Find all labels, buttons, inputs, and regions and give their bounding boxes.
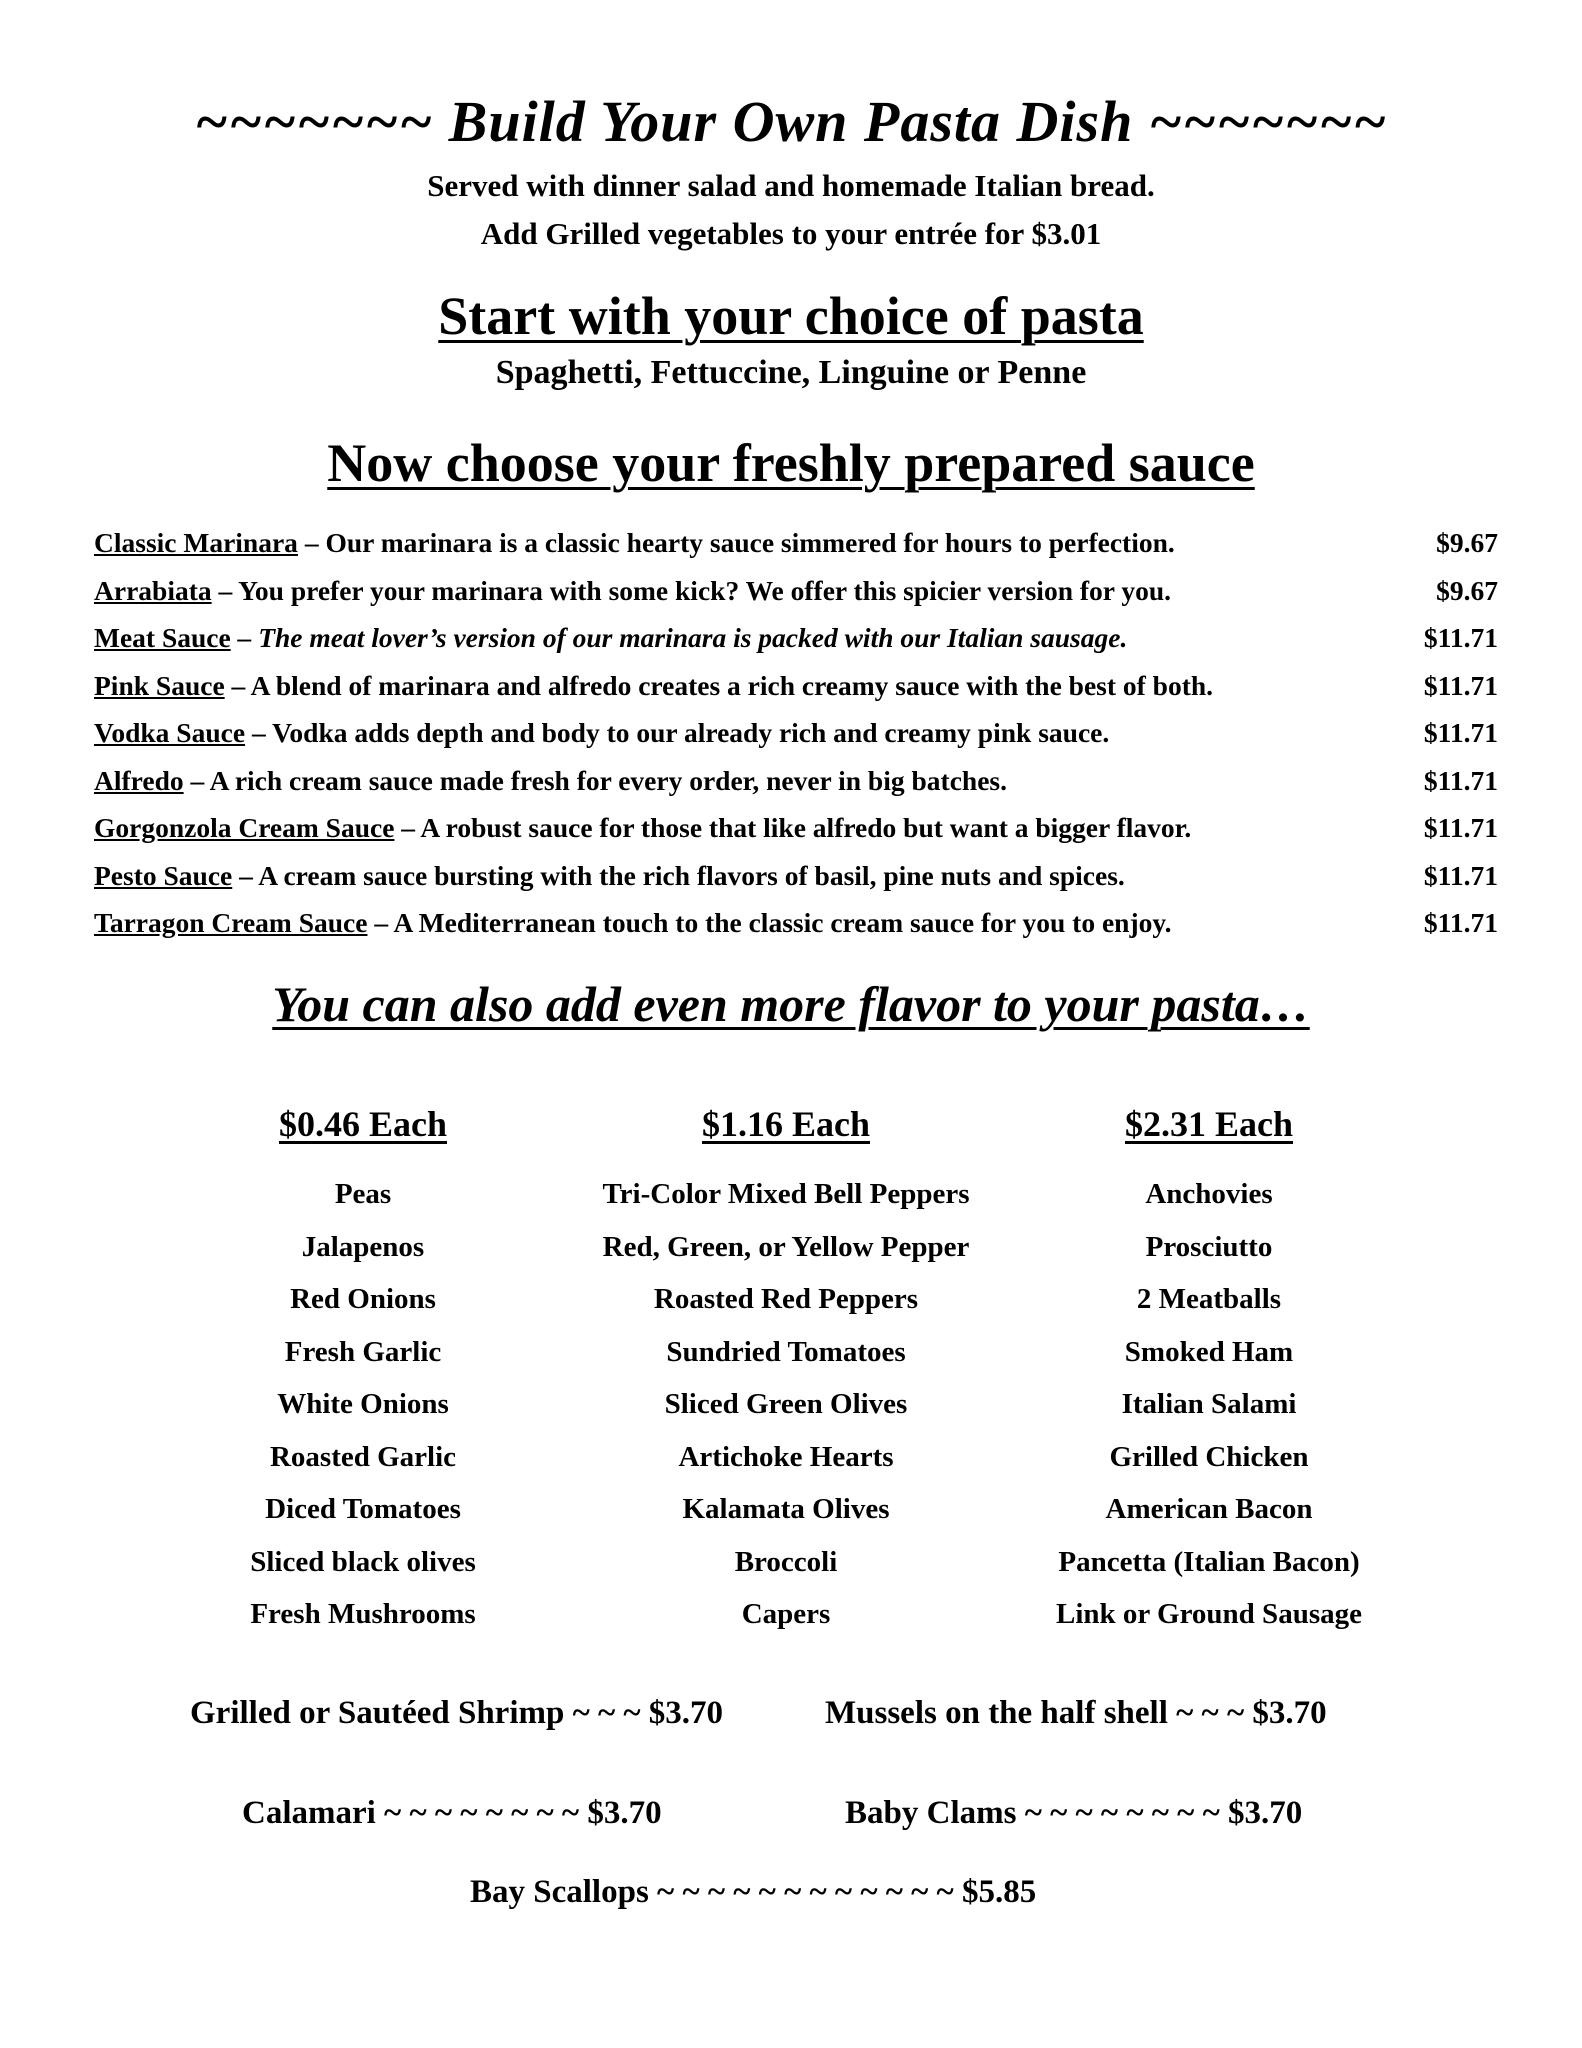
addon-item: 2 Meatballs <box>1136 1283 1282 1315</box>
addon-item: Grilled Chicken <box>1109 1440 1309 1473</box>
addon-item: Sliced Green Olives <box>664 1388 908 1420</box>
sauce-description: – You prefer your marinara with some kick? We offer this spicier version for you. <box>211 574 1172 606</box>
sauce-row <box>94 804 1498 852</box>
sauce-description: – The meat lover’s version of our marinara is packed with our Italian sausage. <box>230 622 1128 653</box>
seafood-mussels: Mussels on the half shell ~ ~ ~ $3.70 <box>825 1695 1327 1731</box>
addon-item: Broccoli <box>734 1545 838 1578</box>
sauce-row <box>94 757 1498 805</box>
addon-column-price: $2.31 Each <box>1124 1104 1293 1144</box>
sauce-heading: Now choose your freshly prepared sauce <box>327 433 1255 493</box>
sauce-price: $11.71 <box>1423 717 1498 748</box>
addon-column-medium <box>546 1100 1026 1641</box>
sauce-row <box>94 614 1498 662</box>
addon-item: Sliced black olives <box>250 1545 476 1578</box>
sauce-description: – Vodka adds depth and body to our already rich and creamy pink sauce. <box>245 717 1110 748</box>
sauce-price: $9.67 <box>1436 527 1498 558</box>
sauce-description: – Our marinara is a classic hearty sauce simmered for hours to perfection. <box>297 527 1175 558</box>
addon-item: Artichoke Hearts <box>678 1440 894 1473</box>
addon-item: Tri-Color Mixed Bell Peppers <box>602 1178 970 1210</box>
sauce-name: Pink Sauce <box>94 669 225 701</box>
sauce-price: $11.71 <box>1423 859 1498 891</box>
sauce-row <box>94 567 1498 615</box>
pasta-choices: Spaghetti, Fettuccine, Linguine or Penne <box>495 354 1087 391</box>
addon-item: Kalamata Olives <box>682 1493 890 1525</box>
sauce-name: Classic Marinara <box>94 527 298 558</box>
sauce-row <box>94 899 1498 947</box>
addon-item: American Bacon <box>1105 1493 1313 1525</box>
sauce-name: Pesto Sauce <box>94 859 233 891</box>
sauce-price: $11.71 <box>1423 622 1498 653</box>
sauce-description: – A cream sauce bursting with the rich flavors of basil, pine nuts and spices. <box>232 859 1125 891</box>
sauce-description: – A rich cream sauce made fresh for every order, never in big batches. <box>183 764 1007 796</box>
sauce-name: Gorgonzola Cream Sauce <box>94 812 395 843</box>
seafood-clams: Baby Clams ~ ~ ~ ~ ~ ~ ~ ~ $3.70 <box>845 1795 1303 1831</box>
sauce-name: Tarragon Cream Sauce <box>94 907 368 938</box>
pasta-heading: Start with your choice of pasta <box>438 286 1144 346</box>
seafood-shrimp: Grilled or Sautéed Shrimp ~ ~ ~ $3.70 <box>190 1695 724 1731</box>
addon-item: Red Onions <box>290 1283 436 1315</box>
addon-item: Peas <box>334 1178 392 1210</box>
sauce-row <box>94 852 1498 900</box>
sauce-price: $11.71 <box>1423 764 1498 796</box>
addon-item: Diced Tomatoes <box>265 1493 461 1525</box>
addon-item: Link or Ground Sausage <box>1056 1598 1362 1630</box>
addon-item: Sundried Tomatoes <box>666 1335 906 1368</box>
addon-item: Fresh Mushrooms <box>250 1598 476 1630</box>
sauce-list <box>94 519 1498 947</box>
addon-column-large <box>969 1100 1449 1641</box>
served-with-note: Served with dinner salad and homemade Italian bread. <box>427 168 1155 203</box>
addon-item: Pancetta (Italian Bacon) <box>1058 1545 1360 1578</box>
addon-item: Anchovies <box>1145 1178 1273 1210</box>
addon-item: White Onions <box>277 1388 449 1420</box>
sauce-description: – A robust sauce for those that like alfredo but want a bigger flavor. <box>394 812 1192 843</box>
addon-item: Italian Salami <box>1121 1388 1297 1420</box>
addon-item: Jalapenos <box>301 1230 425 1263</box>
sauce-price: $11.71 <box>1423 907 1498 938</box>
addon-item: Prosciutto <box>1145 1230 1273 1263</box>
addon-item: Roasted Red Peppers <box>653 1283 919 1315</box>
addon-column-price: $0.46 Each <box>278 1104 447 1144</box>
sauce-name: Arrabiata <box>94 574 212 606</box>
addon-item: Roasted Garlic <box>269 1440 457 1473</box>
sauce-name: Meat Sauce <box>94 622 231 653</box>
addon-column-price: $1.16 Each <box>701 1104 870 1144</box>
sauce-name: Alfredo <box>94 764 184 796</box>
sauce-name: Vodka Sauce <box>94 717 246 748</box>
sauce-row <box>94 709 1498 757</box>
menu-title: ~~~~~~~ Build Your Own Pasta Dish ~~~~~~~ <box>194 89 1388 154</box>
addon-item: Capers <box>741 1598 831 1630</box>
sauce-row <box>94 519 1498 567</box>
sauce-description: – A Mediterranean touch to the classic cream sauce for you to enjoy. <box>367 907 1172 938</box>
addons-heading: You can also add even more flavor to your pasta… <box>272 976 1310 1032</box>
sauce-price: $11.71 <box>1423 669 1498 701</box>
addon-item: Fresh Garlic <box>284 1335 442 1368</box>
addon-column-small <box>123 1100 603 1641</box>
seafood-scallops: Bay Scallops ~ ~ ~ ~ ~ ~ ~ ~ ~ ~ ~ ~ $5.85 <box>470 1874 1037 1910</box>
sauce-row <box>94 662 1498 710</box>
sauce-price: $11.71 <box>1423 812 1498 843</box>
addon-item: Red, Green, or Yellow Pepper <box>602 1230 970 1263</box>
seafood-calamari: Calamari ~ ~ ~ ~ ~ ~ ~ ~ $3.70 <box>242 1795 662 1831</box>
grilled-vegetables-note: Add Grilled vegetables to your entrée for $3.01 <box>480 216 1102 251</box>
sauce-description: – A blend of marinara and alfredo creates a rich creamy sauce with the best of both. <box>224 669 1214 701</box>
addon-item: Smoked Ham <box>1124 1335 1294 1368</box>
sauce-price: $9.67 <box>1436 574 1498 606</box>
